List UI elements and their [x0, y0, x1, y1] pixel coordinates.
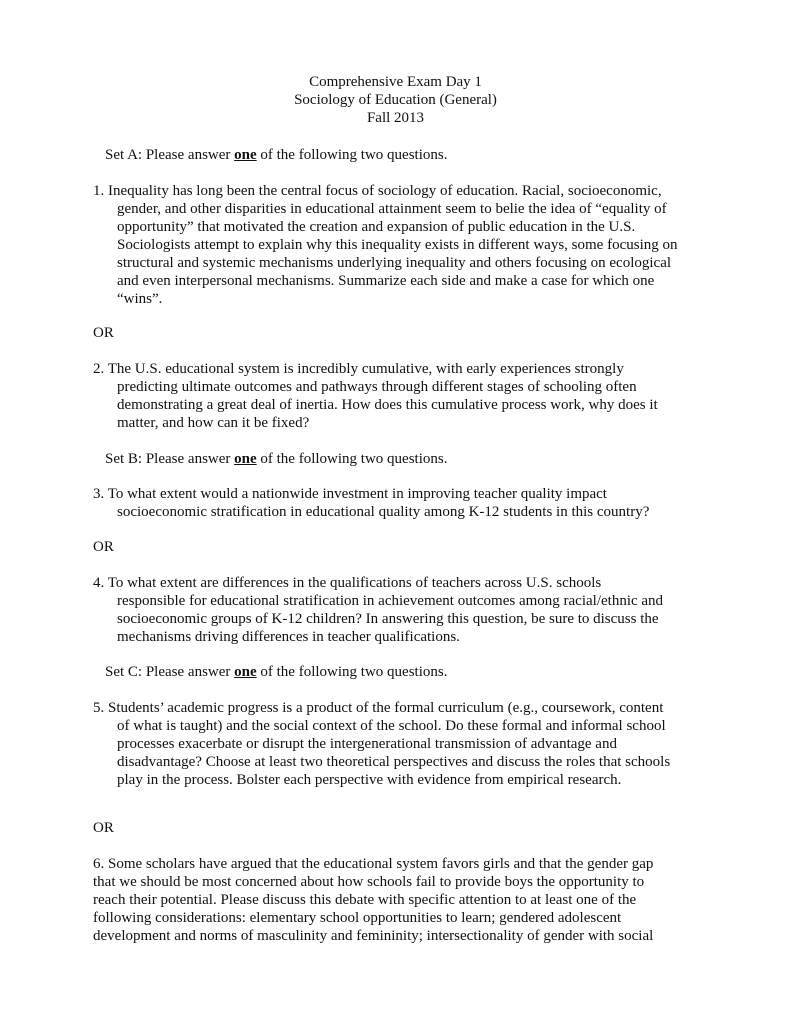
question-5	[93, 699, 703, 789]
question-1-line: opportunity” that motivated the creation and expansion of public education in the U.S.	[117, 219, 636, 235]
question-2-line: 2. The U.S. educational system is incredibly cumulative, with early experiences strongly	[93, 361, 624, 377]
question-5-line: play in the process. Bolster each perspective with evidence from empirical research.	[117, 772, 622, 788]
question-5-line: of what is taught) and the social context of the school. Do these formal and informal school	[117, 718, 666, 734]
exam-title: Comprehensive Exam Day 1	[309, 74, 482, 90]
question-2-line: matter, and how can it be fixed?	[117, 415, 310, 431]
question-3-line: socioeconomic stratification in educational quality among K-12 students in this country?	[117, 504, 650, 520]
question-3	[93, 485, 703, 521]
question-6-line: that we should be most concerned about how schools fail to provide boys the opportunity to	[93, 874, 645, 890]
question-6-line: development and norms of masculinity and femininity; intersectionality of gender with social	[93, 928, 654, 944]
question-6-line: reach their potential. Please discuss this debate with specific attention to at least one of the	[93, 892, 637, 908]
question-6-line: 6. Some scholars have argued that the educational system favors girls and that the gender gap	[93, 856, 654, 872]
set-c-instruction	[105, 663, 447, 681]
question-4-line: responsible for educational stratification in achievement outcomes among racial/ethnic and	[117, 593, 664, 609]
set-a-suffix: of the following two questions.	[256, 147, 448, 163]
set-c-emphasis: one	[234, 664, 257, 680]
question-4-line: mechanisms driving differences in teacher qualifications.	[117, 629, 460, 645]
or-separator-a: OR	[93, 325, 114, 341]
question-1-line: structural and systemic mechanisms underlying inequality and others focusing on ecological	[117, 255, 672, 271]
question-1-line: “wins”.	[117, 291, 163, 307]
question-5-line: 5. Students’ academic progress is a product of the formal curriculum (e.g., coursework, content	[93, 700, 664, 716]
set-b-suffix: of the following two questions.	[256, 451, 448, 467]
question-1-line: 1. Inequality has long been the central focus of sociology of education. Racial, socioeconomic,	[93, 183, 662, 199]
exam-subject: Sociology of Education (General)	[294, 92, 497, 108]
set-b-instruction	[105, 450, 447, 468]
question-1-line: Sociologists attempt to explain why this inequality exists in different ways, some focusing on	[117, 237, 678, 253]
question-4	[93, 574, 703, 646]
set-b-prefix: Set B: Please answer	[105, 451, 235, 467]
question-1-line: gender, and other disparities in educational attainment seem to belie the idea of “equality of	[117, 201, 667, 217]
set-c-prefix: Set C: Please answer	[105, 664, 235, 680]
question-2-line: predicting ultimate outcomes and pathways through different stages of schooling often	[117, 379, 637, 395]
set-b-emphasis: one	[234, 451, 257, 467]
question-5-line: processes exacerbate or disrupt the intergenerational transmission of advantage and	[117, 736, 617, 752]
exam-header	[0, 73, 791, 127]
set-a-emphasis: one	[234, 147, 257, 163]
question-6	[93, 855, 703, 945]
question-3-line: 3. To what extent would a nationwide investment in improving teacher quality impact	[93, 486, 607, 502]
question-1	[93, 182, 703, 308]
question-2	[93, 360, 703, 432]
exam-term: Fall 2013	[366, 110, 425, 126]
set-a-instruction	[105, 146, 447, 164]
question-2-line: demonstrating a great deal of inertia. How does this cumulative process work, why does it	[117, 397, 658, 413]
question-6-line: following considerations: elementary school opportunities to learn; gendered adolescent	[93, 910, 622, 926]
or-separator-c: OR	[93, 820, 114, 836]
question-5-line: disadvantage? Choose at least two theoretical perspectives and discuss the roles that schools	[117, 754, 671, 770]
question-4-line: 4. To what extent are differences in the qualifications of teachers across U.S. schools	[93, 575, 602, 591]
question-4-line: socioeconomic groups of K-12 children? In answering this question, be sure to discuss the	[117, 611, 659, 627]
set-a-prefix: Set A: Please answer	[105, 147, 235, 163]
or-separator-b: OR	[93, 539, 114, 555]
set-c-suffix: of the following two questions.	[256, 664, 448, 680]
question-1-line: and even interpersonal mechanisms. Summarize each side and make a case for which one	[117, 273, 655, 289]
